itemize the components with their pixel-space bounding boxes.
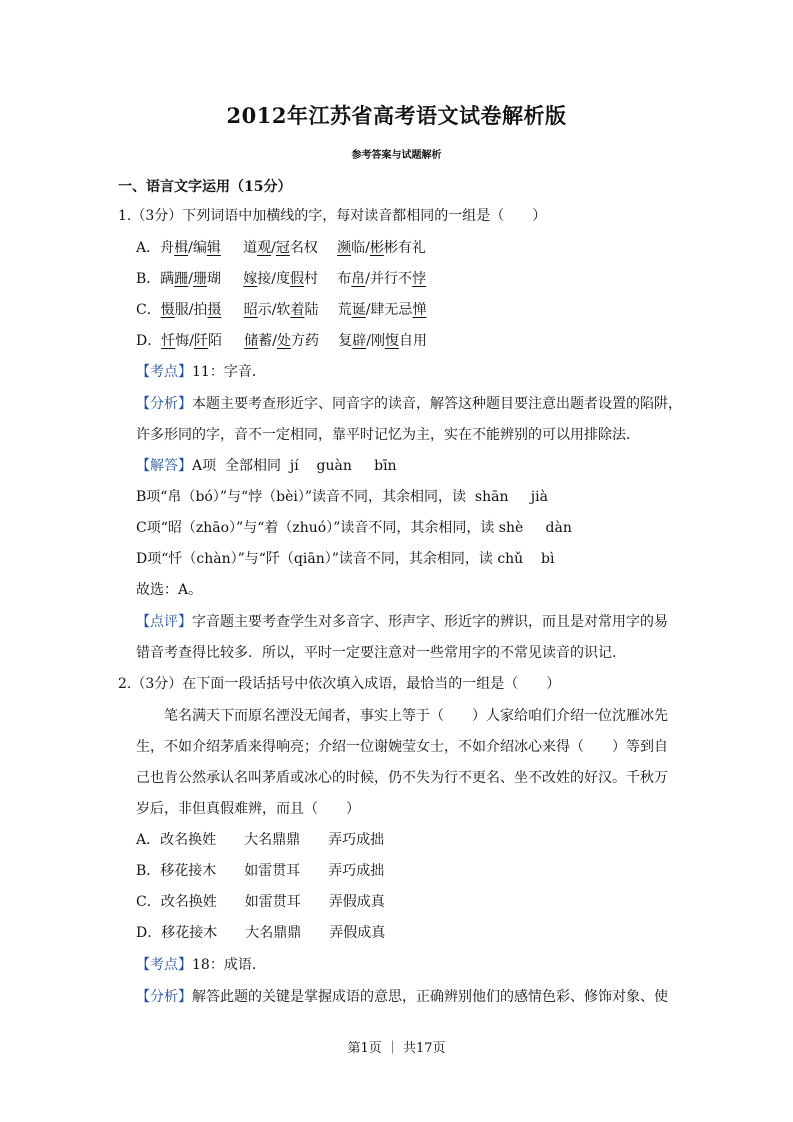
jieda-tag: 【解答】	[136, 458, 192, 474]
q1-kaodian: 【考点】11：字音．	[136, 364, 266, 380]
q2-paragraph-2: 生，不如介绍茅盾来得响亮；介绍一位谢婉莹女士，不如介绍冰心来得（ ）等到自	[136, 739, 668, 755]
q1-fenxi-1: 【分析】本题主要考查形近字、同音字的读音，解答这种题目要注意出题者设置的陷阱，	[136, 396, 682, 412]
fenxi-tag: 【分析】	[136, 989, 192, 1005]
question-1-stem: 1.（3分）下列词语中加横线的字，每对读音都相同的一组是（ ）	[118, 208, 547, 224]
q1-jieda-c: C项“昭（zhāo）”与“着（zhuó）”读音不同，其余相同，读 shè dàn	[136, 520, 572, 536]
fenxi-tag: 【分析】	[136, 396, 192, 412]
page-title: 2012年江苏省高考语文试卷解析版	[226, 103, 567, 128]
kaodian-tag: 【考点】	[136, 957, 192, 973]
q2-paragraph-4: 岁后，非但真假难辨，而且（ ）	[136, 801, 360, 817]
q1-answer: 故选：A。	[136, 582, 203, 598]
q1-dianping-2: 错音考查得比较多．所以，平时一定要注意对一些常用字的不常见读音的识记．	[136, 645, 626, 661]
dianping-tag: 【点评】	[136, 614, 192, 630]
kaodian-tag: 【考点】	[136, 364, 192, 380]
section-heading: 一、语言文字运用（15分）	[118, 179, 292, 195]
q2-option-c: C．改名换姓 如雷贯耳 弄假成真	[136, 894, 385, 910]
q1-jieda-d: D项“忏（chàn）”与“阡（qiān）”读音不同，其余相同，读 chǔ bì	[136, 551, 555, 567]
q2-option-d: D．移花接木 大名鼎鼎 弄假成真	[136, 925, 386, 941]
q1-fenxi-2: 许多形同的字，音不一定相同，靠平时记忆为主，实在不能辨别的可以用排除法．	[136, 427, 640, 443]
q2-kaodian: 【考点】18：成语．	[136, 957, 266, 973]
q1-jieda-a: 【解答】A项 全部相同 jí guàn bīn	[136, 458, 397, 474]
q2-option-b: B．移花接木 如雷贯耳 弄巧成拙	[136, 863, 385, 879]
q1-option-d: D．忏悔/阡陌 储蓄/处方药 复辟/刚愎自用	[136, 333, 427, 349]
q2-option-a: A．改名换姓 大名鼎鼎 弄巧成拙	[136, 832, 385, 848]
q2-paragraph-3: 己也肯公然承认名叫茅盾或冰心的时候，仍不失为行不更名、坐不改姓的好汉。千秋万	[136, 770, 668, 786]
q1-option-b: B．蹒跚/珊瑚 嫁接/度假村 布帛/并行不悖	[136, 271, 427, 287]
q1-option-a: A．舟楫/编辑 道观/冠名权 濒临/彬彬有礼	[136, 240, 426, 256]
q1-dianping-1: 【点评】字音题主要考查学生对多音字、形声字、形近字的辨识，而且是对常用字的易	[136, 614, 668, 630]
question-2-stem: 2.（3分）在下面一段话括号中依次填入成语，最恰当的一组是（ ）	[118, 676, 561, 692]
q2-fenxi-1: 【分析】解答此题的关键是掌握成语的意思，正确辨别他们的感情色彩、修饰对象、使	[136, 989, 668, 1005]
page-subtitle: 参考答案与试题解析	[351, 150, 442, 161]
q1-jieda-b: B项“帛（bó）”与“悖（bèi）”读音不同，其余相同，读 shān jià	[136, 489, 548, 505]
page-footer: 第1页 ｜ 共17页	[347, 1041, 446, 1056]
q1-option-c: C．慑服/拍摄 昭示/软着陆 荒诞/肆无忌惮	[136, 302, 427, 318]
q2-paragraph-1: 笔名满天下而原名湮没无闻者，事实上等于（ ）人家给咱们介绍一位沈雁冰先	[164, 708, 668, 724]
